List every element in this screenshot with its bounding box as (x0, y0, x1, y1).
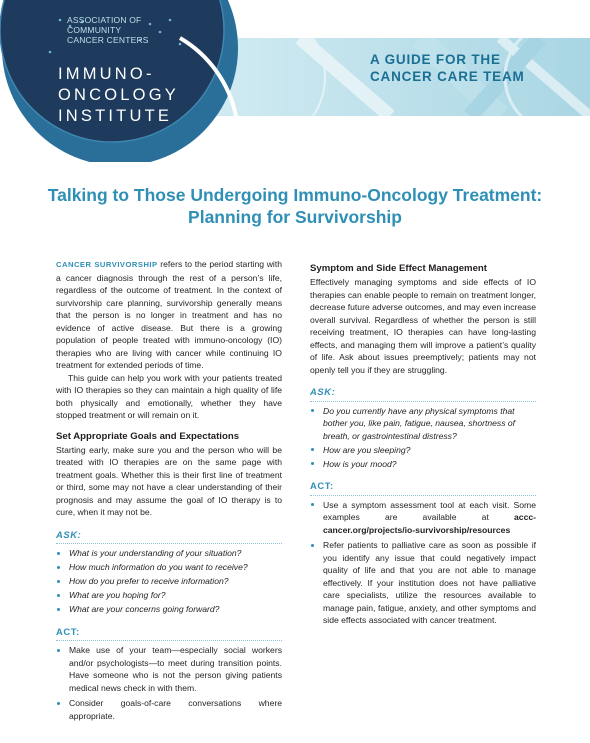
symptom-heading: Symptom and Side Effect Management (310, 263, 487, 274)
org-line: CANCER CENTERS (67, 35, 149, 45)
list-item: How do you prefer to receive information? (56, 575, 282, 588)
guide-line: A GUIDE FOR THE (370, 52, 501, 67)
list-item: Refer patients to palliative care as soon as possible if you identify any issue that could negatively impact quality of life and that you are not able to manage effectively. If your institution does not have palliative care specialists, utilize the resources available to manage pain, fatigue, anxiety, and other symptoms and side effects associated with cancer treatment. (310, 539, 536, 627)
list-item (310, 499, 536, 537)
org-name (67, 15, 149, 45)
act-text: Use a symptom assessment tool at each visit. Some examples are available at (323, 499, 536, 522)
goals-paragraph: Starting early, make sure you and the person who will be treated with IO therapies are on the same page with treatment goals. Whether this is their first line of treatment or third, some may not have a clear understanding of their prognosis and may assume the goal of IO therapy is to cure, when it may not be. (56, 444, 282, 517)
goals-heading: Set Appropriate Goals and Expectations (56, 430, 240, 442)
list-item: What is your understanding of your situation? (56, 547, 282, 560)
header-banner (0, 0, 590, 162)
act-label: ACT: (56, 626, 282, 642)
act-label: ACT: (310, 480, 536, 496)
org-line: COMMUNITY (67, 25, 122, 35)
intro-paragraph-2: This guide can help you work with your patients treated with IO therapies so they can maintain a high quality of life both physically and emotionally, whether they have stopped treatment or will remain on it. (56, 372, 282, 420)
intro-lead: CANCER SURVIVORSHIP (56, 260, 158, 269)
title-line-2: Planning for Survivorship (188, 207, 402, 227)
intro-text: refers to the period starting with a cancer diagnosis through the rest of a person’s life, regardless of the outcome of treatment. In the context of survivorship care planning, survivorship generally means that the person is no longer in treatment and has no evidence of active disease. But there is a growing population of people treated with immuno-oncology (IO) therapies who are living with cancer while continuing IO treatment for extended periods of time. (56, 259, 282, 370)
list-item: How much information do you want to receive? (56, 561, 282, 574)
list-item: What are you hoping for? (56, 589, 282, 602)
ask-label: ASK: (56, 529, 282, 545)
ask-list (310, 405, 536, 471)
page-title (0, 184, 590, 228)
act-list (310, 499, 536, 627)
institute-line: IMMUNO- (58, 65, 155, 83)
ask-label: ASK: (310, 386, 536, 402)
list-item: Do you currently have any physical symptoms that bother you, like pain, fatigue, nausea, shortness of breath, or gastrointestinal distress? (310, 405, 536, 443)
ask-list (56, 547, 282, 616)
left-column (56, 258, 282, 725)
guide-line: CANCER CARE TEAM (370, 69, 525, 84)
right-column (310, 262, 536, 630)
list-item: How is your mood? (310, 458, 536, 471)
institute-name (58, 64, 179, 127)
resource-link[interactable]: accc-cancer.org/projects/io-survivorship/resources (323, 512, 536, 535)
title-line-1: Talking to Those Undergoing Immuno-Oncology Treatment: (47, 185, 543, 205)
list-item: How are you sleeping? (310, 444, 536, 457)
list-item: Consider goals-of-care conversations where appropriate. (56, 697, 282, 722)
act-list (56, 644, 282, 722)
org-line: ASSOCIATION OF (67, 15, 142, 25)
institute-line: ONCOLOGY (58, 86, 179, 104)
institute-line: INSTITUTE (58, 107, 173, 125)
list-item: Make use of your team—especially social workers and/or psychologists—to meet during transition points. Have someone who is not the person giving patients medical news check in with them. (56, 644, 282, 694)
symptom-paragraph: Effectively managing symptoms and side effects of IO therapies can enable people to remain on treatment longer, decrease future adverse outcomes, and may even increase overall survival. Regardless of whether the person is still receiving treatment, IO therapies can have long-lasting effects, and managing them will improve a patient’s quality of life. Ask about issues preemptively; patients may not openly tell you if they are struggling. (310, 277, 536, 375)
guide-title (370, 51, 525, 85)
intro-paragraph (56, 258, 282, 372)
list-item: What are your concerns going forward? (56, 603, 282, 616)
